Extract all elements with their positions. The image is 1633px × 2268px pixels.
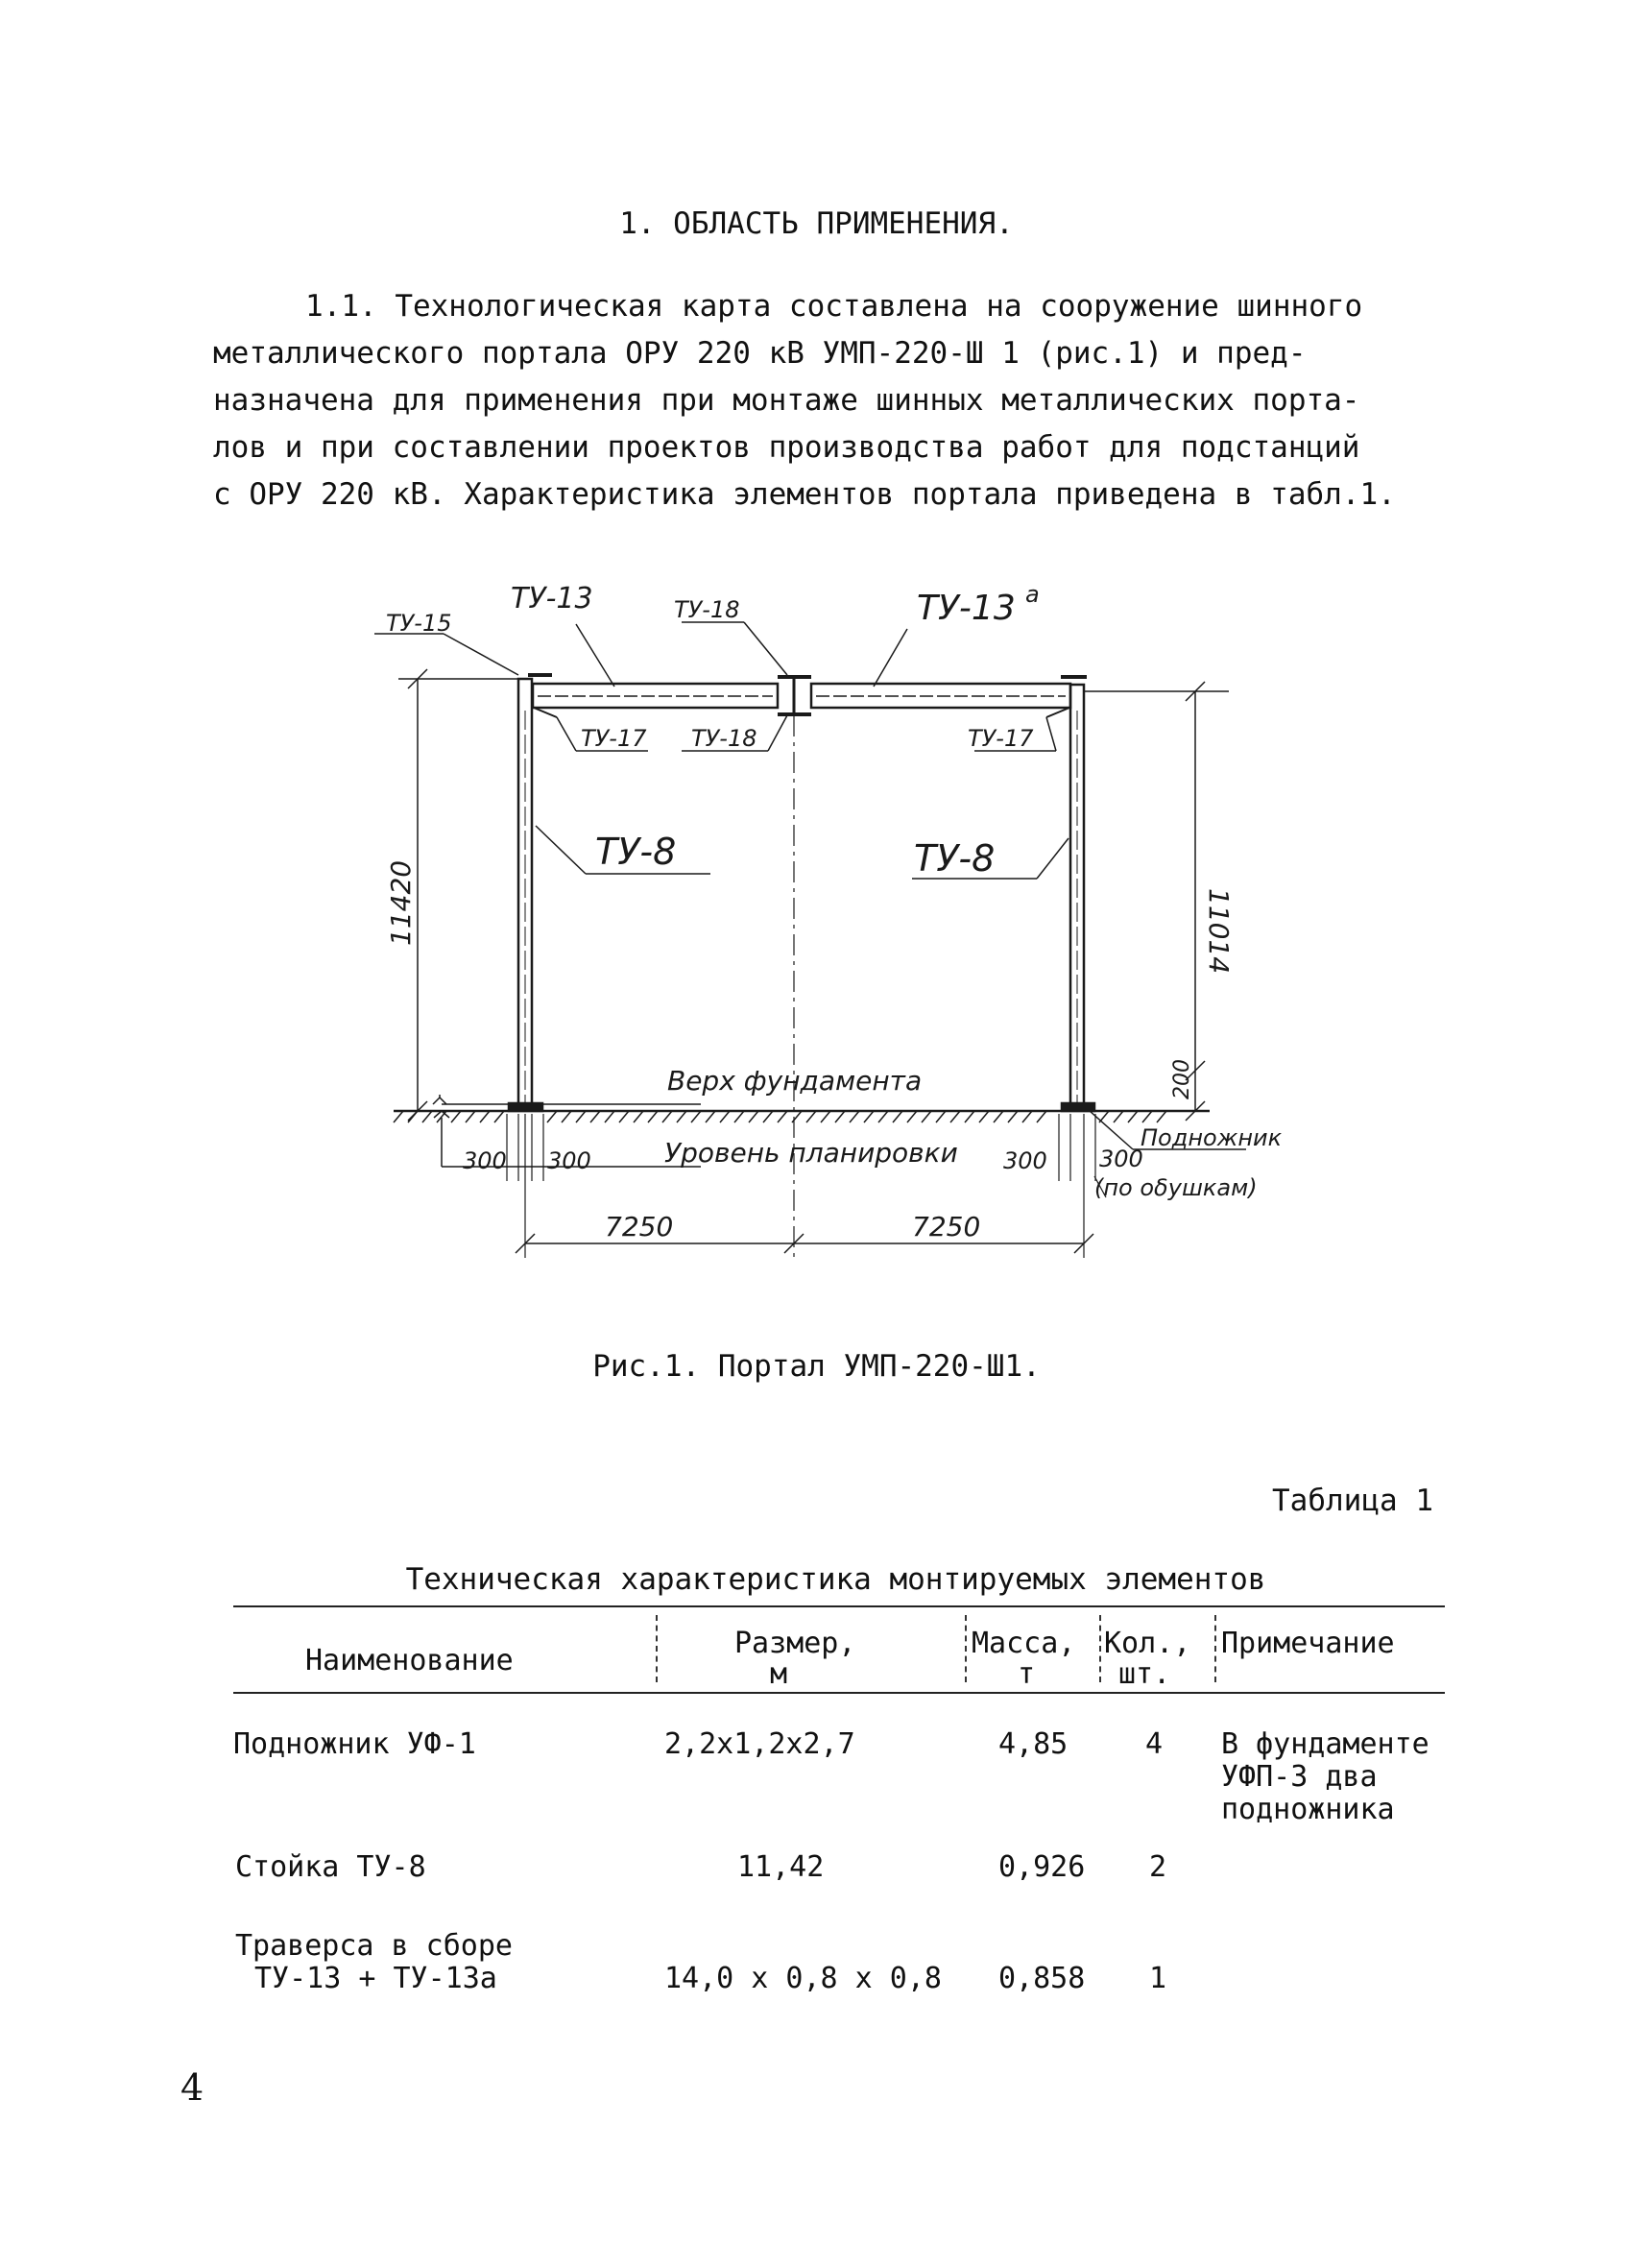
row-2-qty: 2 xyxy=(1149,1850,1167,1884)
paragraph-line-2: металлического портала ОРУ 220 кВ УМП-220-Ш 1 (рис.1) и пред- xyxy=(213,336,1307,371)
header-qty-unit: шт. xyxy=(1118,1657,1171,1691)
table-number: Таблица 1 xyxy=(1272,1484,1433,1518)
paragraph-line-1: 1.1. Технологическая карта составлена на сооружение шинного xyxy=(305,289,1363,324)
row-1-size: 2,2х1,2х2,7 xyxy=(664,1727,855,1761)
row-1-note-3: подножника xyxy=(1221,1793,1395,1826)
dim-300-2: 300 xyxy=(547,1147,591,1174)
paragraph-line-3: назначена для применения при монтаже шинных металлических порта- xyxy=(213,383,1360,418)
paragraph-line-5: с ОРУ 220 кВ. Характеристика элементов портала приведена в табл.1. xyxy=(213,477,1396,512)
label-tu13a: ТУ-13 xyxy=(917,589,1016,628)
row-1-mass: 4,85 xyxy=(998,1727,1069,1761)
dim-7250-left: 7250 xyxy=(605,1211,674,1243)
row-3-mass: 0,858 xyxy=(998,1962,1086,1995)
label-tu8-left: ТУ-8 xyxy=(595,831,677,873)
paragraph-line-4: лов и при составлении проектов производства работ для подстанций xyxy=(213,430,1360,465)
row-3-name-1: Траверса в сборе xyxy=(235,1929,513,1963)
dim-300-4: 300 xyxy=(1099,1146,1143,1172)
table-top-rule xyxy=(233,1605,1445,1607)
label-tu13: ТУ-13 xyxy=(511,582,593,615)
label-tu17-right: ТУ-17 xyxy=(968,725,1034,752)
label-tu15: ТУ-15 xyxy=(386,610,452,637)
row-2-size: 11,42 xyxy=(737,1850,825,1884)
label-by-ears: (по оδушкам) xyxy=(1094,1174,1258,1201)
label-tu8-right: ТУ-8 xyxy=(914,837,996,880)
label-tu18-top: ТУ-18 xyxy=(674,596,740,623)
label-tu17-left: ТУ-17 xyxy=(581,725,647,752)
header-separator xyxy=(1214,1615,1216,1682)
header-name: Наименование xyxy=(305,1644,514,1677)
header-separator xyxy=(965,1615,967,1682)
dim-11420: 11420 xyxy=(385,859,417,946)
label-top-foundation: Верх фундамента xyxy=(667,1065,923,1097)
header-size-unit: м xyxy=(770,1657,788,1691)
header-mass-unit: т xyxy=(1018,1657,1036,1691)
label-ground-level: Уровень планировки xyxy=(664,1137,958,1169)
page-number: 4 xyxy=(180,2066,204,2109)
table-title: Техническая характеристика монтируемых элементов xyxy=(405,1562,1266,1597)
row-1-name: Подножник УФ-1 xyxy=(233,1727,476,1761)
dim-200: 200 xyxy=(1170,1059,1194,1099)
header-separator xyxy=(656,1615,658,1682)
section-heading: 1. ОБЛАСТЬ ПРИМЕНЕНИЯ. xyxy=(619,206,1014,241)
dim-7250-right: 7250 xyxy=(912,1211,981,1243)
label-tu18-bottom: ТУ-18 xyxy=(691,725,757,752)
label-footing: Подножник xyxy=(1141,1124,1283,1151)
row-2-mass: 0,926 xyxy=(998,1850,1086,1884)
label-tu13a-sup: а xyxy=(1025,581,1040,608)
row-3-name-2: ТУ-13 + ТУ-13а xyxy=(254,1962,497,1995)
row-1-note-1: В фундаменте xyxy=(1221,1727,1429,1761)
dim-300-1: 300 xyxy=(463,1147,507,1174)
header-qty: Кол., xyxy=(1104,1627,1191,1660)
dim-300-3: 300 xyxy=(1003,1147,1047,1174)
row-3-qty: 1 xyxy=(1149,1962,1167,1995)
header-mass: Масса, xyxy=(972,1627,1076,1660)
row-3-size: 14,0 х 0,8 х 0,8 xyxy=(664,1962,942,1995)
header-note: Примечание xyxy=(1221,1627,1395,1660)
header-separator xyxy=(1099,1615,1101,1682)
figure-caption: Рис.1. Портал УМП-220-Ш1. xyxy=(592,1349,1041,1384)
header-size: Размер, xyxy=(734,1627,856,1660)
row-2-name: Стойка ТУ-8 xyxy=(235,1850,426,1884)
row-1-note-2: УФП-3 два xyxy=(1221,1760,1378,1794)
portal-drawing xyxy=(365,571,1334,1282)
dim-11014: 11014 xyxy=(1203,888,1235,975)
row-1-qty: 4 xyxy=(1145,1727,1164,1761)
table-header-rule xyxy=(233,1692,1445,1694)
